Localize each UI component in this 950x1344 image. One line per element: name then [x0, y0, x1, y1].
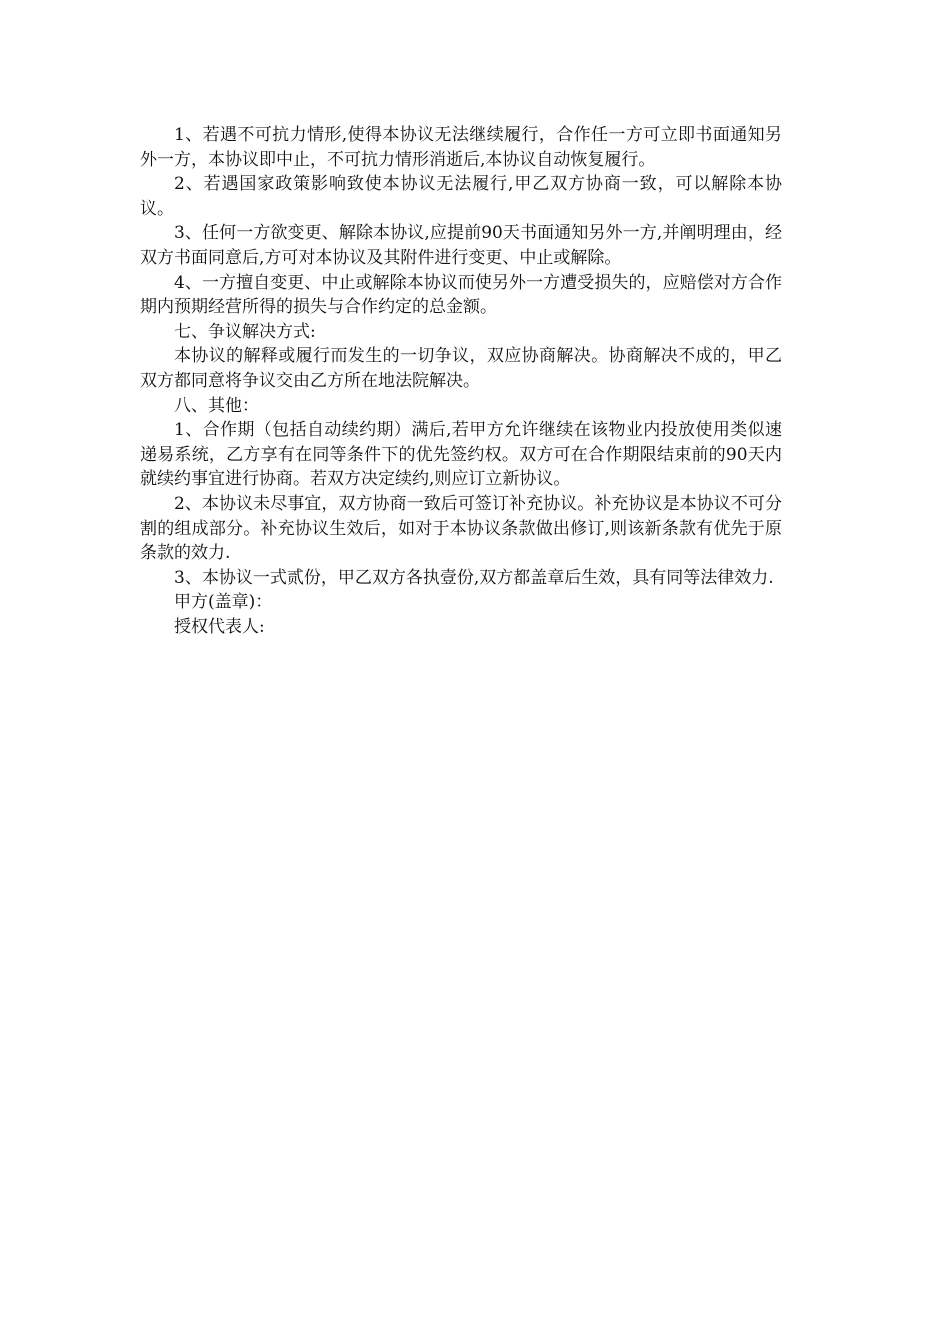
force-majeure-clause: 1、若遇不可抗力情形,使得本协议无法继续履行，合作任一方可立即书面通知另外一方，本协议即中止，不可抗力情形消逝后,本协议自动恢复履行。 [140, 125, 782, 170]
renewal-clause: 1、合作期（包括自动续约期）满后,若甲方允许继续在该物业内投放使用类似速递易系统，乙方享有在同等条件下的优先签约权。双方可在合作期限结束前的90天内就续约事宜进行协商。若双方决定续约,则应订立新协议。 [140, 420, 782, 490]
authorized-representative-line: 授权代表人: [174, 616, 265, 637]
policy-termination-clause: 2、若遇国家政策影响致使本协议无法履行,甲乙双方协商一致，可以解除本协议。 [140, 174, 782, 219]
document-body [140, 123, 782, 639]
other-terms-heading: 八、其他： [174, 395, 259, 416]
dispute-resolution-text: 本协议的解释或履行而发生的一切争议，双应协商解决。协商解决不成的，甲乙双方都同意将争议交由乙方所在地法院解决。 [140, 346, 782, 391]
change-notice-clause: 3、任何一方欲变更、解除本协议,应提前90天书面通知另外一方,并阐明理由，经双方书面同意后,方可对本协议及其附件进行变更、中止或解除。 [140, 223, 782, 268]
supplementary-agreement-clause: 2、本协议未尽事宜，双方协商一致后可签订补充协议。补充协议是本协议不可分割的组成部分。补充协议生效后，如对于本协议条款做出修订,则该新条款有优先于原条款的效力. [140, 493, 782, 564]
dispute-resolution-heading: 七、争议解决方式: [174, 321, 316, 342]
compensation-clause: 4、一方擅自变更、中止或解除本协议而使另外一方遭受损失的，应赔偿对方合作期内预期经营所得的损失与合作约定的总金额。 [140, 272, 782, 318]
party-a-seal-line: 甲方(盖章)： [174, 592, 273, 613]
copies-validity-clause: 3、本协议一式贰份，甲乙双方各执壹份,双方都盖章后生效，具有同等法律效力. [174, 567, 774, 588]
